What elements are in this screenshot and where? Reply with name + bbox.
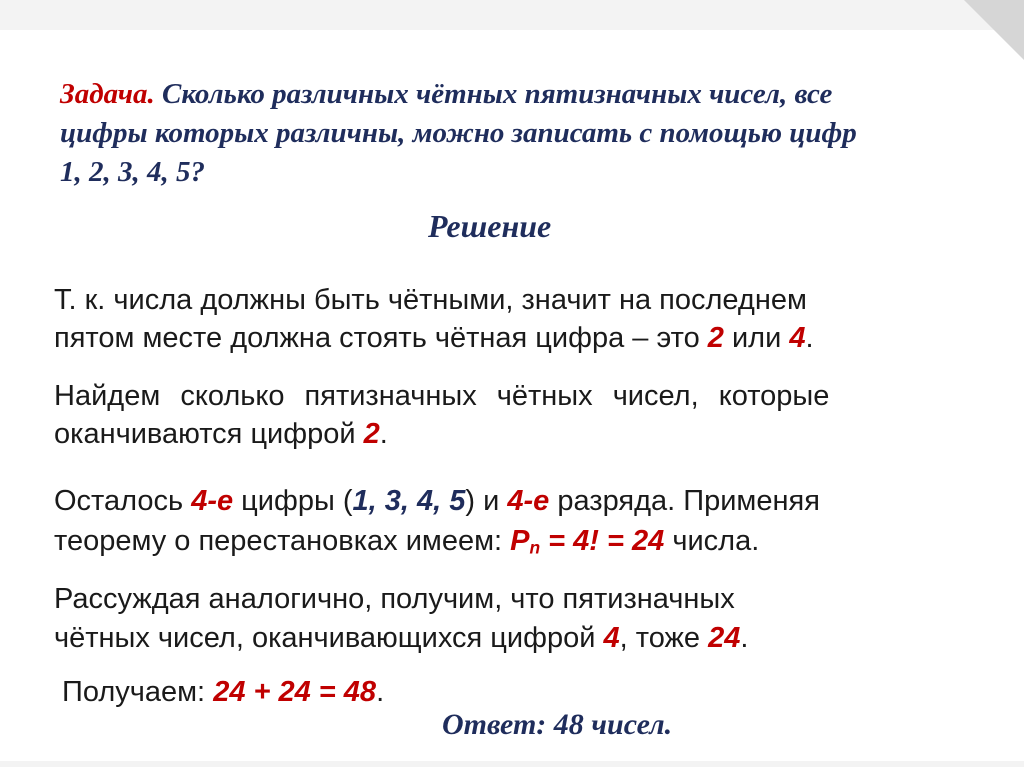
paragraph-4-line-2: чётных чисел, оканчивающихся цифрой 4, тоже 24.	[54, 622, 749, 654]
digit-4: 4	[603, 622, 620, 654]
paragraph-1-line-1: Т. к. числа должны быть чётными, значит на последнем	[54, 284, 807, 316]
paragraph-3-line-2: теорему о перестановках имеем: $P_n = 4$! = 24 числа.	[54, 525, 760, 558]
answer-line: Ответ: 48 чисел.	[442, 708, 673, 741]
digit-2: 2	[707, 322, 724, 354]
task-line-2: цифры которых различны, можно записать с помощью цифр	[60, 117, 857, 149]
solution-heading: Решение	[428, 208, 552, 244]
paragraph-2-line-1: Найдем сколько пятизначных чётных чисел, которые	[54, 380, 830, 412]
count-4e: 4-е	[191, 485, 234, 517]
paragraph-4-line-1: Рассуждая аналогично, получим, что пятизначных	[54, 583, 735, 615]
permutation-formula: $P_n = 4$! = 24	[510, 525, 665, 558]
count-4e: 4-е	[507, 485, 550, 517]
task-line-1	[60, 78, 832, 111]
slide-bottom-strip	[0, 761, 1024, 767]
paragraph-3-line-1: Осталось 4-е цифры (1, 3, 4, 5) и 4-е разряда. Применяя	[54, 485, 820, 517]
result-formula: 24 + 24 = 48	[213, 676, 377, 708]
paragraph-2-line-2: оканчиваются цифрой 2.	[54, 418, 388, 450]
result-line: Получаем: 24 + 24 = 48.	[62, 676, 385, 708]
value-24: 24	[708, 622, 741, 654]
task-line-3: 1, 2, 3, 4, 5?	[60, 156, 205, 188]
digit-2: 2	[363, 418, 380, 450]
remaining-digits: 1, 3, 4, 5	[352, 485, 466, 517]
digit-4: 4	[789, 322, 806, 354]
task-text: Сколько различных чётных пятизначных чисел, все	[161, 78, 833, 110]
task-label: Задача.	[60, 78, 155, 110]
page-corner-fold	[964, 0, 1024, 60]
paragraph-1-line-2: пятом месте должна стоять чётная цифра – это 2 или 4.	[54, 322, 814, 354]
slide-top-bar	[0, 0, 1024, 30]
